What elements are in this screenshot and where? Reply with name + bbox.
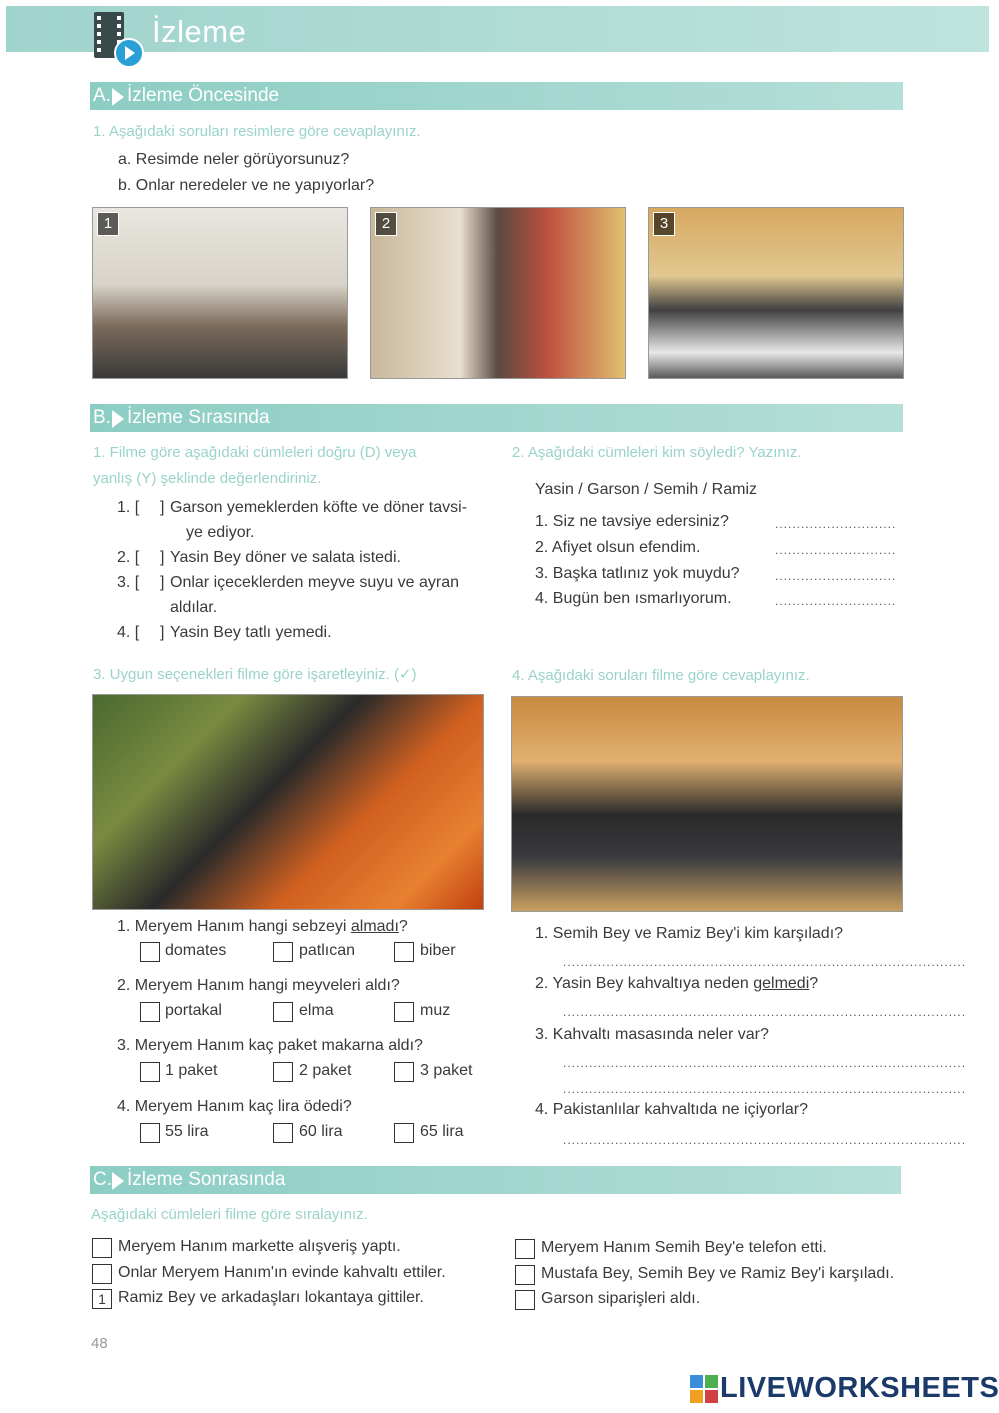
- option-label: domates: [165, 942, 227, 959]
- b2-item: 3. Başka tatlınız yok muydu?: [535, 565, 740, 582]
- option-checkbox[interactable]: [273, 942, 293, 962]
- option-label: 3 paket: [420, 1062, 473, 1079]
- brand-name: LIVEWORKSHEETS: [720, 1372, 999, 1404]
- option-checkbox[interactable]: [140, 1002, 160, 1022]
- option-checkbox[interactable]: [140, 1123, 160, 1143]
- liveworksheets-logo-icon: [690, 1375, 718, 1403]
- b4-question: 1. Semih Bey ve Ramiz Bey'i kim karşıladı?: [535, 925, 844, 942]
- section-a-instruction: 1. Aşağıdaki soruları resimlere göre cevaplayınız.: [93, 123, 421, 140]
- section-c-letter: C.: [93, 1169, 112, 1190]
- option-label: elma: [299, 1002, 334, 1019]
- option-checkbox[interactable]: [273, 1002, 293, 1022]
- section-arrow-icon: [112, 1172, 124, 1190]
- option-label: 2 paket: [299, 1062, 352, 1079]
- order-box[interactable]: [515, 1239, 535, 1259]
- photo-number: 1: [97, 212, 119, 236]
- b1-item-num: 1. [: [117, 499, 140, 516]
- b1-item-bracket[interactable]: ]: [160, 574, 165, 591]
- b4-answer-line[interactable]: .............................................................................................: [563, 1056, 967, 1070]
- question-a: a. Resimde neler görüyorsunuz?: [118, 151, 350, 168]
- b1-item-text: Yasin Bey tatlı yemedi.: [170, 624, 332, 641]
- question-b: b. Onlar neredeler ve ne yapıyorlar?: [118, 177, 375, 194]
- option-label: 55 lira: [165, 1123, 209, 1140]
- b2-answer-line[interactable]: ............................: [775, 517, 897, 531]
- photo-market: [92, 694, 484, 910]
- b1-item-text: Yasin Bey döner ve salata istedi.: [170, 549, 401, 566]
- photo-restaurant: [92, 207, 348, 379]
- b1-item-num: 3. [: [117, 574, 140, 591]
- order-box[interactable]: [92, 1264, 112, 1284]
- b1-instruction-cont: yanlış (Y) şeklinde değerlendiriniz.: [93, 470, 322, 487]
- b4-answer-line[interactable]: .............................................................................................: [563, 955, 967, 969]
- b1-item-bracket[interactable]: ]: [160, 549, 165, 566]
- b3-question: 2. Meryem Hanım hangi meyveleri aldı?: [117, 977, 400, 994]
- b1-item-text: Onlar içeceklerden meyve suyu ve ayran: [170, 574, 460, 591]
- b2-item: 4. Bugün ben ısmarlıyorum.: [535, 590, 732, 607]
- b2-answer-line[interactable]: ............................: [775, 594, 897, 608]
- section-c-title: İzleme Sonrasında: [127, 1169, 286, 1190]
- section-b-title: İzleme Sırasında: [127, 407, 270, 428]
- b4-question: 2. Yasin Bey kahvaltıya neden gelmedi?: [535, 975, 819, 992]
- b4-answer-line[interactable]: .............................................................................................: [563, 1005, 967, 1019]
- page-number: 48: [91, 1335, 108, 1352]
- b1-item-num: 2. [: [117, 549, 140, 566]
- option-label: 60 lira: [299, 1123, 343, 1140]
- b3-question: 4. Meryem Hanım kaç lira ödedi?: [117, 1098, 352, 1115]
- option-label: 1 paket: [165, 1062, 218, 1079]
- b2-item: 2. Afiyet olsun efendim.: [535, 539, 701, 556]
- b4-instruction: 4. Aşağıdaki soruları filme göre cevaplayınız.: [512, 667, 810, 684]
- b2-item: 1. Siz ne tavsiye edersiniz?: [535, 513, 729, 530]
- order-sentence: Mustafa Bey, Semih Bey ve Ramiz Bey'i karşıladı.: [541, 1265, 895, 1282]
- b4-answer-line[interactable]: .............................................................................................: [563, 1133, 967, 1147]
- b4-answer-line[interactable]: .............................................................................................: [563, 1082, 967, 1096]
- option-label: biber: [420, 942, 456, 959]
- order-box[interactable]: [515, 1290, 535, 1310]
- b1-item-bracket[interactable]: ]: [160, 624, 165, 641]
- order-box[interactable]: 1: [92, 1289, 112, 1309]
- option-label: portakal: [165, 1002, 222, 1019]
- order-sentence: Onlar Meryem Hanım'ın evinde kahvaltı ettiler.: [118, 1264, 446, 1281]
- order-sentence: Meryem Hanım Semih Bey'e telefon etti.: [541, 1239, 827, 1256]
- play-icon: [114, 38, 144, 68]
- b2-instruction: 2. Aşağıdaki cümleleri kim söyledi? Yazınız.: [512, 444, 802, 461]
- b1-item-text: Garson yemeklerden köfte ve döner tavsi-: [170, 499, 468, 516]
- photo-number: 3: [653, 212, 675, 236]
- option-label: muz: [420, 1002, 451, 1019]
- b1-item-num: 4. [: [117, 624, 140, 641]
- section-c-instruction: Aşağıdaki cümleleri filme göre sıralayınız.: [91, 1206, 368, 1223]
- section-a-letter: A.: [93, 85, 111, 106]
- page-title: İzleme: [152, 14, 247, 49]
- option-checkbox[interactable]: [394, 1002, 414, 1022]
- option-checkbox[interactable]: [394, 1123, 414, 1143]
- b3-instruction: 3. Uygun seçenekleri filme göre işaretleyiniz. (✓): [93, 666, 417, 683]
- order-sentence: Ramiz Bey ve arkadaşları lokantaya gittiler.: [118, 1289, 424, 1306]
- option-checkbox[interactable]: [394, 942, 414, 962]
- photo-number: 2: [375, 212, 397, 236]
- order-sentence: Garson siparişleri aldı.: [541, 1290, 701, 1307]
- section-arrow-icon: [112, 88, 124, 106]
- option-checkbox[interactable]: [273, 1123, 293, 1143]
- b1-instruction: 1. Filme göre aşağıdaki cümleleri doğru (D) veya: [93, 444, 417, 461]
- section-arrow-icon: [112, 410, 124, 428]
- b2-answer-line[interactable]: ............................: [775, 569, 897, 583]
- b3-question: 1. Meryem Hanım hangi sebzeyi almadı?: [117, 918, 408, 935]
- order-box[interactable]: [515, 1265, 535, 1285]
- option-label: patlıcan: [299, 942, 356, 959]
- photo-breakfast: [648, 207, 904, 379]
- option-checkbox[interactable]: [394, 1062, 414, 1082]
- order-box[interactable]: [92, 1238, 112, 1258]
- order-sentence: Meryem Hanım markette alışveriş yaptı.: [118, 1238, 401, 1255]
- section-b-letter: B.: [93, 407, 111, 428]
- option-checkbox[interactable]: [273, 1062, 293, 1082]
- b1-item-bracket[interactable]: ]: [160, 499, 165, 516]
- section-a-title: İzleme Öncesinde: [127, 85, 280, 106]
- b4-question: 4. Pakistanlılar kahvaltıda ne içiyorlar?: [535, 1101, 809, 1118]
- b1-item-text-cont: ye ediyor.: [186, 524, 255, 541]
- option-checkbox[interactable]: [140, 1062, 160, 1082]
- option-checkbox[interactable]: [140, 942, 160, 962]
- b4-question: 3. Kahvaltı masasında neler var?: [535, 1026, 769, 1043]
- photo-supermarket: [370, 207, 626, 379]
- b2-name-list: Yasin / Garson / Semih / Ramiz: [535, 481, 757, 498]
- photo-two-men-breakfast: [511, 696, 903, 912]
- option-label: 65 lira: [420, 1123, 464, 1140]
- b2-answer-line[interactable]: ............................: [775, 543, 897, 557]
- b3-question: 3. Meryem Hanım kaç paket makarna aldı?: [117, 1037, 423, 1054]
- b1-item-text-cont: aldılar.: [170, 599, 218, 616]
